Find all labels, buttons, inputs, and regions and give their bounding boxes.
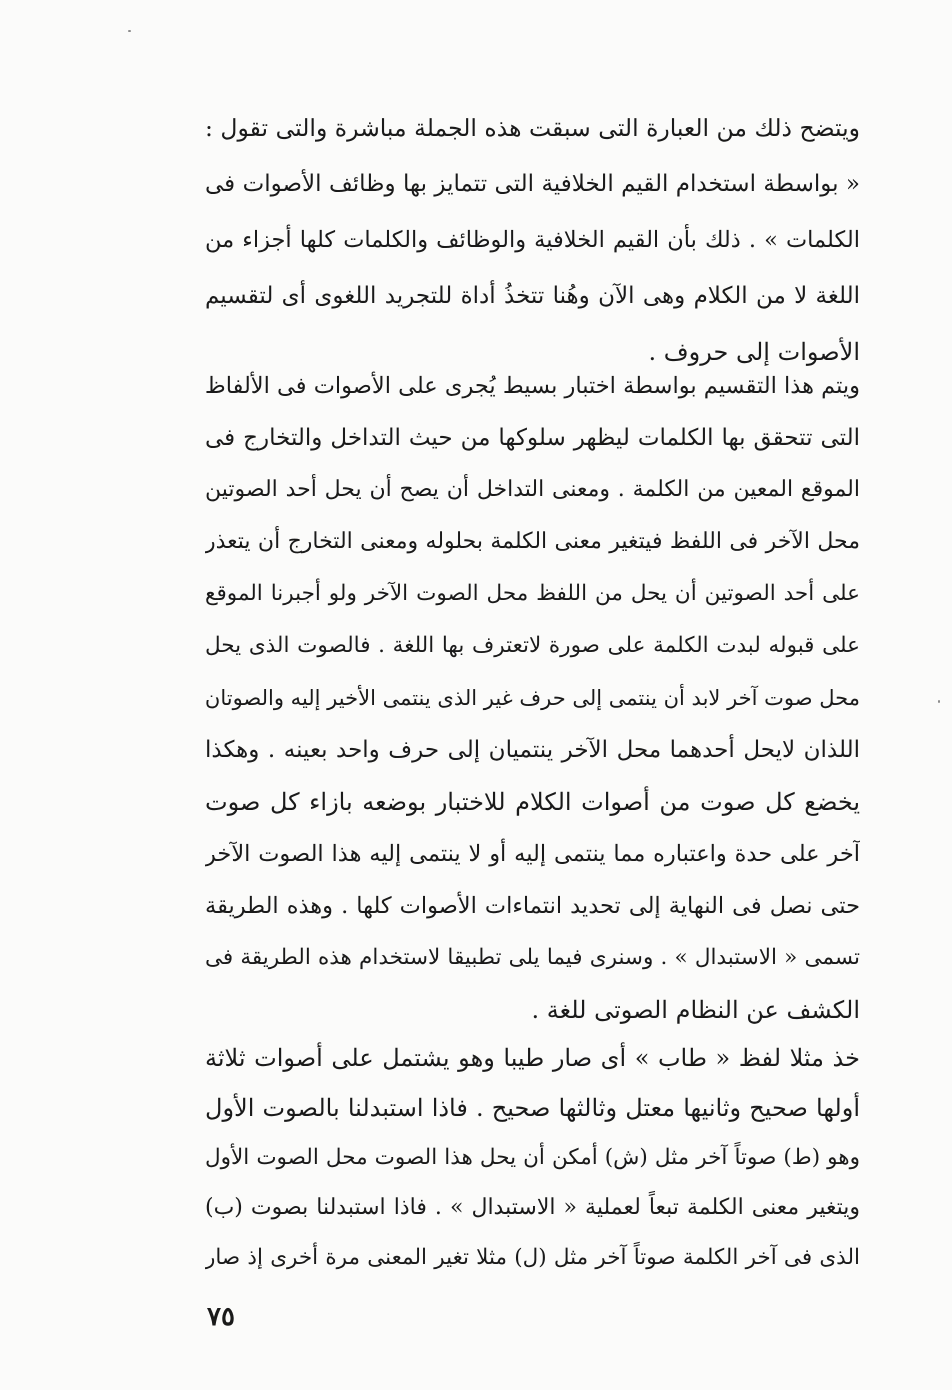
text-line: ويتغير معنى الكلمة تبعاً لعملية « الاستبدال » . فاذا استبدلنا بصوت (ب) [205, 1195, 860, 1220]
text-line: خذ مثلا لفظ « طاب » أى صار طيبا وهو يشتمل على أصوات ثلاثة [205, 1044, 860, 1072]
scan-speck [128, 30, 131, 32]
text-line: الكشف عن النظام الصوتى للغة . [531, 996, 860, 1024]
paragraph-3 [205, 1030, 860, 1290]
text-line: على قبوله لبدت الكلمة على صورة لاتعترف بها اللغة . فالصوت الذى يحل [205, 633, 860, 658]
text-line: « بواسطة استخدام القيم الخلافية التى تتمايز بها وظائف الأصوات فى [205, 171, 860, 197]
text-line: وهو (ط) صوتاً آخر مثل (ش) أمكن أن يحل هذا الصوت محل الصوت الأول [205, 1145, 860, 1170]
text-line: تسمى « الاستبدال » . وسنرى فيما يلى تطبيقا لاستخدام هذه الطريقة فى [205, 945, 860, 970]
text-line: الأصوات إلى حروف . [648, 338, 860, 366]
text-line: الموقع المعين من الكلمة . ومعنى التداخل أن يصح أن يحل أحد الصوتين [205, 477, 860, 502]
text-line: ويتم هذا التقسيم بواسطة اختبار بسيط يُجرى على الأصوات فى الألفاظ [205, 373, 860, 399]
text-line: الذى فى آخر الكلمة صوتاً آخر مثل (ل) مثلا تغير المعنى مرة أخرى إذ صار [205, 1245, 860, 1270]
text-line: الكلمات » . ذلك بأن القيم الخلافية والوظائف والكلمات كلها أجزاء من [205, 227, 860, 253]
text-line: محل صوت آخر لابد أن ينتمى إلى حرف غير الذى ينتمى الأخير إليه والصوتان [205, 686, 860, 710]
text-line: ويتضح ذلك من العبارة التى سبقت هذه الجملة مباشرة والتى تقول : [205, 114, 860, 142]
text-line: اللغة لا من الكلام وهى الآن وهُنا تتخذُ أداة للتجريد اللغوى أى لتقسيم [205, 283, 860, 309]
text-line: يخضع كل صوت من أصوات الكلام للاختبار بوضعه بازاء كل صوت [205, 788, 860, 816]
text-line: آخر على حدة واعتباره مما ينتمى إليه أو لا ينتمى إليه هذا الصوت الآخر [205, 841, 860, 867]
scan-speck [938, 700, 940, 703]
text-line: أولها صحيح وثانيها معتل وثالثها صحيح . فاذا استبدلنا بالصوت الأول [205, 1094, 860, 1122]
paragraph-1 [205, 100, 860, 390]
text-line: محل الآخر فى اللفظ فيتغير معنى الكلمة بحلوله ومعنى التخارج أن يتعذر [205, 529, 860, 554]
text-line: اللذان لايحل أحدهما محل الآخر ينتميان إلى حرف واحد بعينه . وهكذا [205, 737, 860, 763]
text-line: حتى نصل فى النهاية إلى تحديد انتماءات الأصوات كلها . وهذه الطريقة [205, 893, 860, 919]
text-line: على أحد الصوتين أن يحل من اللفظ محل الصوت الآخر ولو أجبرنا الموقع [205, 581, 860, 606]
text-line: التى تتحقق بها الكلمات ليظهر سلوكها من حيث التداخل والتخارج فى [205, 425, 860, 451]
page-number: ٧٥ [207, 1302, 235, 1332]
paragraph-2 [205, 358, 860, 1038]
